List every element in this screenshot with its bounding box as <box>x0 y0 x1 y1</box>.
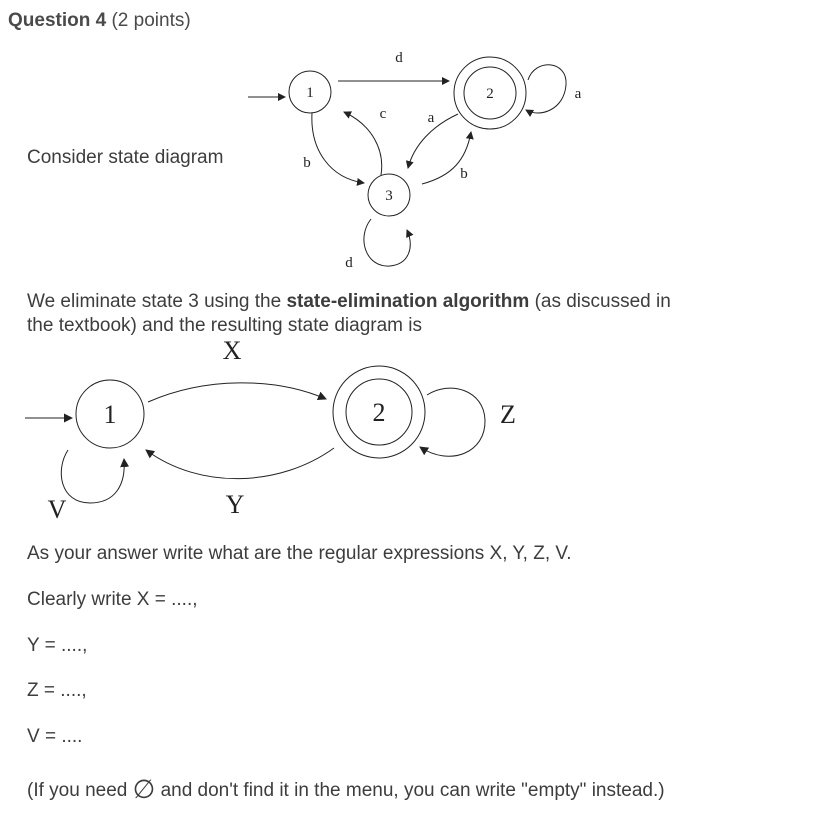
question-points: (2 points) <box>111 10 191 31</box>
edge-1-3 <box>312 113 364 183</box>
state-diagram-original <box>0 0 820 290</box>
empty-set-symbol: ∅ <box>132 775 156 805</box>
question-title: Question 4 <box>8 10 107 31</box>
edge-3-loop-label: d <box>345 255 353 271</box>
elimination-algorithm-term: state-elimination algorithm <box>286 291 530 312</box>
reduced-state-2-label: 2 <box>372 398 386 427</box>
edge-z <box>420 388 485 456</box>
v-line: V = .... <box>27 726 83 747</box>
note-prefix: (If you need <box>27 780 128 801</box>
edge-v-label: V <box>47 495 67 524</box>
edge-2-loop <box>526 65 566 113</box>
edge-3-1 <box>344 112 382 175</box>
edge-3-1-label: c <box>379 106 387 122</box>
edge-3-loop <box>364 219 410 266</box>
note-suffix: and don't find it in the menu, you can write "empty" instead.) <box>160 780 665 801</box>
edge-v <box>61 450 124 503</box>
edge-x-label: X <box>222 336 242 365</box>
state-1-label: 1 <box>306 85 314 101</box>
state-diagram-reduced <box>0 335 820 530</box>
elimination-text-line2: the textbook) and the resulting state diagram is <box>27 315 423 336</box>
z-line: Z = ...., <box>27 680 87 701</box>
edge-y <box>146 448 334 479</box>
edge-1-3-label: b <box>303 155 311 171</box>
edge-2-loop-label: a <box>574 86 582 102</box>
edge-2-3-label: a <box>427 110 435 126</box>
elimination-text-line1 <box>27 291 671 313</box>
edge-z-label: Z <box>500 400 516 429</box>
edge-3-2-label: b <box>460 166 468 182</box>
empty-set-note <box>27 775 665 805</box>
y-line: Y = ...., <box>27 635 88 656</box>
elimination-suffix: (as discussed in <box>534 291 671 312</box>
edge-y-label: Y <box>225 490 245 519</box>
edge-1-2-label: d <box>395 50 403 66</box>
edge-x <box>148 383 326 402</box>
state-2-label: 2 <box>486 86 494 102</box>
elimination-prefix: We eliminate state 3 using the <box>27 291 282 312</box>
diagram1-caption: Consider state diagram <box>27 147 224 168</box>
reduced-state-1-label: 1 <box>103 400 117 429</box>
x-line: Clearly write X = ...., <box>27 589 198 610</box>
state-3-label: 3 <box>385 188 393 204</box>
answer-instruction: As your answer write what are the regular expressions X, Y, Z, V. <box>27 543 572 564</box>
